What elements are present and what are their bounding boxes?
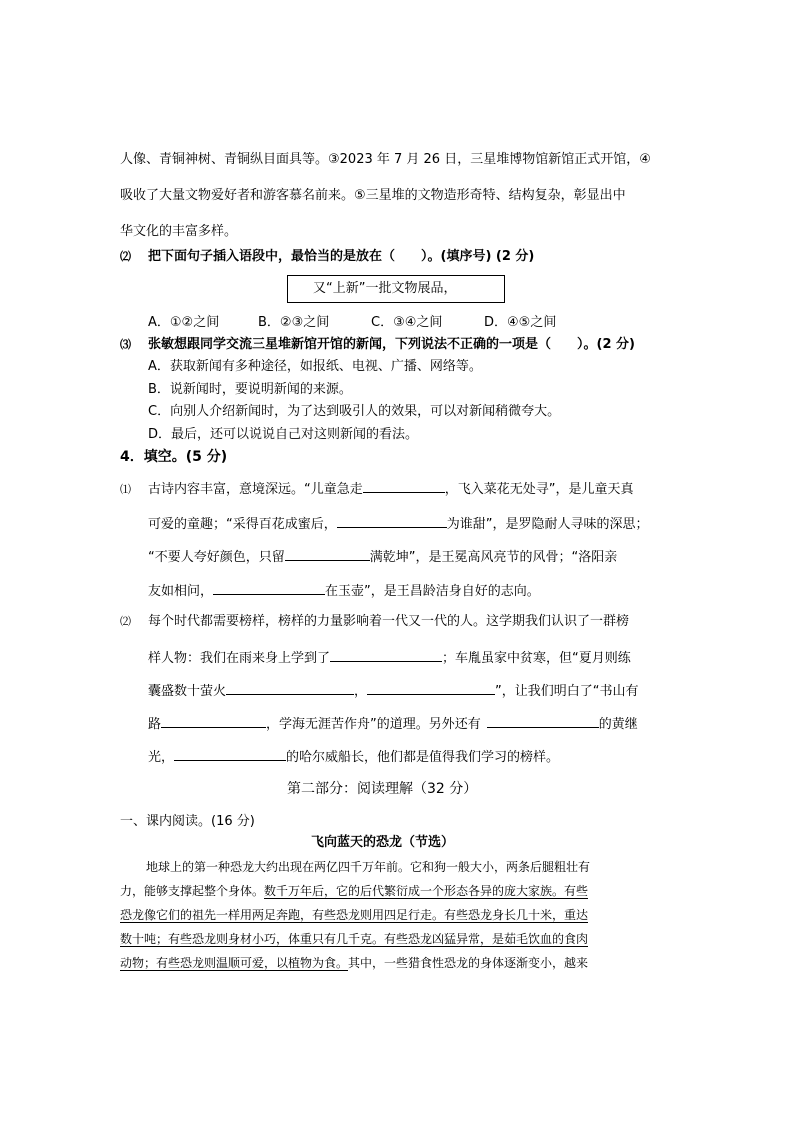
fill-2-text-e: ， bbox=[354, 684, 368, 699]
option-b[interactable]: B．②③之间 bbox=[258, 315, 330, 330]
fill-2-text-c: ；车胤虽家中贫寒，但“夏月则练 bbox=[442, 651, 631, 666]
passage-line-2: 吸收了大量文物爱好者和游客慕名前来。⑤三星堆的文物造形奇特、结构复杂，彰显出中 bbox=[120, 188, 626, 203]
question-2 bbox=[120, 247, 534, 267]
fill-1-text-f: 满乾坤”，是王冕高风亮节的风骨；“洛阳亲 bbox=[369, 550, 618, 565]
fill-1-text-g: 友如相问， bbox=[148, 584, 214, 599]
sentence-box: 又“上新”一批文物展品， bbox=[287, 275, 505, 303]
fill-2-line-4 bbox=[148, 713, 638, 735]
section-1-title: 一、课内阅读。(16 分) bbox=[120, 814, 255, 829]
fill-1-text-e: “不要人夸好颜色，只留 bbox=[148, 550, 285, 565]
fill-2-text-h: ，学海无涯苦作舟”的道理。另外还有 bbox=[266, 717, 481, 732]
blank-1[interactable] bbox=[363, 478, 445, 493]
blank-10[interactable] bbox=[174, 746, 286, 761]
fill-2-text-j: 光， bbox=[148, 750, 175, 765]
fill-2-line-3 bbox=[148, 680, 639, 702]
blank-3[interactable] bbox=[285, 546, 370, 561]
reading-line-1 bbox=[146, 857, 590, 877]
question-3-option-d[interactable]: D．最后，还可以说说自己对这则新闻的看法。 bbox=[148, 427, 419, 442]
blank-9[interactable] bbox=[487, 713, 599, 728]
passage-line-3: 华文化的丰富多样。 bbox=[120, 224, 238, 239]
fill-2-text-k: 的哈尔威船长，他们都是值得我们学习的榜样。 bbox=[286, 750, 560, 765]
fill-1-line-2 bbox=[148, 513, 649, 535]
reading-line-3 bbox=[120, 905, 588, 925]
fill-2-line-5 bbox=[148, 746, 559, 768]
fill-2-text-g: 路 bbox=[148, 717, 162, 732]
fill-2-text-a: 每个时代都需要榜样，榜样的力量影响着一代又一代的人。这学期我们认识了一群榜 bbox=[148, 614, 630, 629]
reading-line-2 bbox=[120, 881, 588, 901]
fill-2-line-2 bbox=[148, 647, 631, 669]
question-3-option-b[interactable]: B．说新闻时，要说明新闻的来源。 bbox=[148, 382, 352, 397]
fill-2-line-1 bbox=[120, 612, 629, 632]
reading-underlined-5: 动物；有些恐龙则温顺可爱，以植物为食。 bbox=[120, 956, 349, 970]
reading-title: 飞向蓝天的恐龙（节选） bbox=[311, 835, 455, 850]
fill-2-number: ⑵ bbox=[120, 615, 131, 628]
question-3-text: 张敏想跟同学交流三星堆新馆开馆的新闻，下列说法不正确的一项是（ ）。(2 分) bbox=[148, 337, 635, 352]
question-4-title: 4．填空。(5 分) bbox=[120, 449, 228, 465]
fill-2-text-d: 囊盛数十萤火 bbox=[148, 684, 227, 699]
option-d[interactable]: D．④⑤之间 bbox=[484, 315, 557, 330]
fill-2-text-i: 的黄继 bbox=[598, 717, 638, 732]
reading-underlined-3: 恐龙像它们的祖先一样用两足奔跑，有些恐龙则用四足行走。有些恐龙身长几十米，重达 bbox=[120, 908, 589, 922]
fill-2-text-b: 样人物：我们在雨来身上学到了 bbox=[148, 651, 331, 666]
fill-1-text-a: 古诗内容丰富，意境深远。“儿童急走 bbox=[148, 482, 363, 497]
fill-1-text-b: ，飞入菜花无处寻”，是儿童天真 bbox=[444, 482, 634, 497]
blank-7[interactable] bbox=[367, 680, 495, 695]
question-3 bbox=[120, 335, 635, 355]
reading-text-1: 地球上的第一种恐龙大约出现在两亿四千万年前。它和狗一般大小，两条后腿粗壮有 bbox=[146, 860, 591, 874]
blank-2[interactable] bbox=[337, 513, 447, 528]
fill-1-text-c: 可爱的童趣；“采得百花成蜜后， bbox=[148, 517, 337, 532]
fill-1-line-3 bbox=[148, 546, 617, 568]
fill-1-line-4 bbox=[148, 580, 540, 602]
part-2-title: 第二部分：阅读理解（32 分） bbox=[287, 781, 478, 797]
question-2-options bbox=[148, 313, 556, 333]
reading-line-4 bbox=[120, 929, 588, 949]
reading-underlined-2: 数千万年后，它的后代繁衍成一个形态各异的庞大家族。有些 bbox=[264, 884, 589, 898]
reading-underlined-4: 数十吨；有些恐龙则身材小巧，体重只有几千克。有些恐龙凶猛异常，是茹毛饮血的食肉 bbox=[120, 932, 589, 946]
blank-5[interactable] bbox=[330, 647, 442, 662]
blank-4[interactable] bbox=[213, 580, 325, 595]
reading-line-5 bbox=[120, 953, 588, 973]
fill-2-text-f: ”，让我们明白了“书山有 bbox=[495, 684, 639, 699]
fill-1-text-d: 为谁甜”，是罗隐耐人寻味的深思； bbox=[446, 517, 649, 532]
option-a[interactable]: A．①②之间 bbox=[148, 315, 220, 330]
fill-1-text-h: 在玉壶”，是王昌龄洁身自好的志向。 bbox=[325, 584, 540, 599]
reading-text-5b: 其中，一些猎食性恐龙的身体逐渐变小，越来 bbox=[348, 956, 589, 970]
fill-1-line-1 bbox=[120, 478, 634, 500]
blank-8[interactable] bbox=[161, 713, 266, 728]
question-3-number: ⑶ bbox=[120, 338, 131, 351]
option-c[interactable]: C．③④之间 bbox=[371, 315, 443, 330]
question-3-option-a[interactable]: A．获取新闻有多种途径，如报纸、电视、广播、网络等。 bbox=[148, 359, 482, 374]
blank-6[interactable] bbox=[226, 680, 354, 695]
reading-text-2a: 力，能够支撑起整个身体。 bbox=[120, 884, 265, 898]
passage-line-1: 人像、青铜神树、青铜纵目面具等。③2023 年 7 月 26 日，三星堆博物馆新馆正式开馆，④ bbox=[120, 152, 651, 167]
question-3-option-c[interactable]: C．向别人介绍新闻时，为了达到吸引人的效果，可以对新闻稍微夸大。 bbox=[148, 404, 561, 419]
question-2-number: ⑵ bbox=[120, 250, 131, 263]
fill-1-number: ⑴ bbox=[120, 483, 131, 496]
question-2-text: 把下面句子插入语段中，最恰当的是放在（ ）。(填序号) (2 分) bbox=[148, 249, 535, 264]
